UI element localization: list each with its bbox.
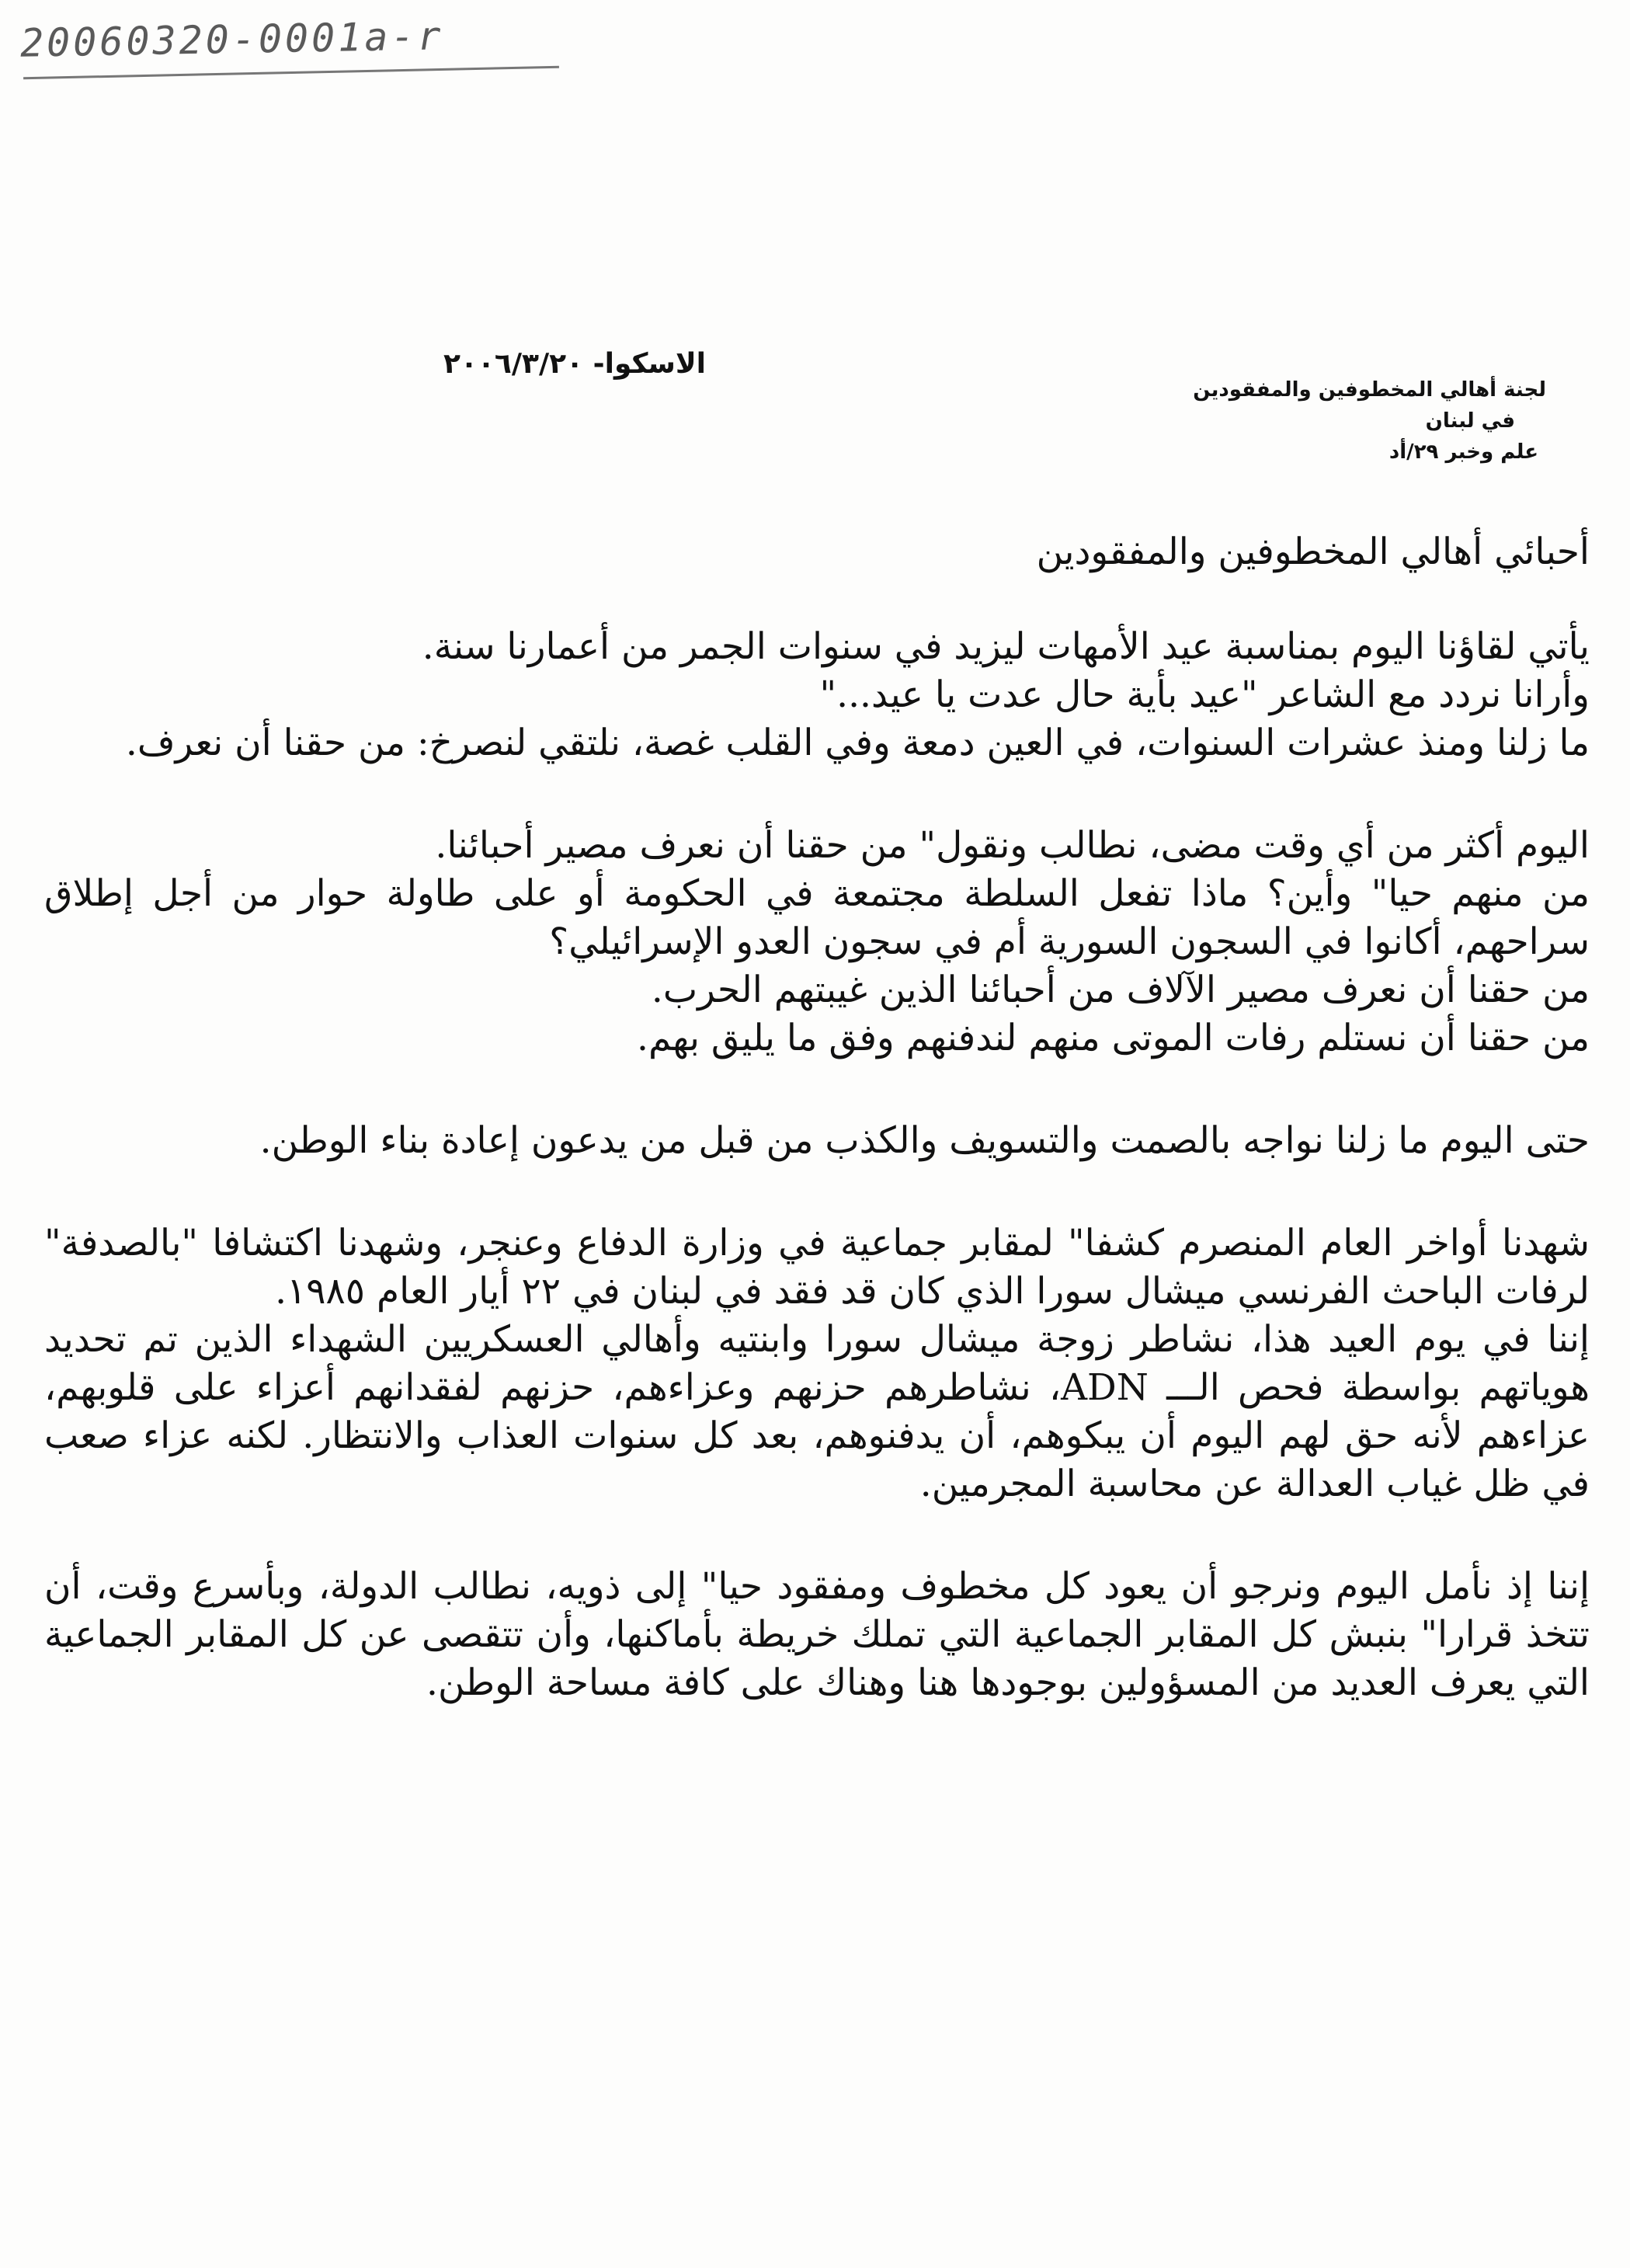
archive-id-handwritten: 20060320-0001a-r <box>19 13 445 66</box>
paragraph-2-sentence-1: اليوم أكثر من أي وقت مضى، نطالب ونقول" من حقنا أن نعرف مصير أحبائنا. <box>435 824 1590 867</box>
letter-body <box>44 528 1590 1707</box>
letter-greeting: أحبائي أهالي المخطوفين والمفقودين <box>1036 530 1590 573</box>
letterhead-org-name: لجنة أهالي المخطوفين والمفقودين <box>1193 378 1546 402</box>
dateline: الاسكوا- ٢٠٠٦/٣/٢٠ <box>443 348 706 380</box>
paragraph-2-sentence-2: من منهم حيا" وأين؟ ماذا تفعل السلطة مجتمعة في الحكومة أو على طاولة حوار من أجل إطلاق سراحهم، أكانوا في السجون السورية أم في سجون العدو الإسرائيلي؟ <box>44 872 1590 963</box>
paragraph-4-sentence-2: إننا في يوم العيد هذا، نشاطر زوجة ميشال سورا وابنتيه وأهالي العسكريين الشهداء الذين تم تحديد هوياتهم بواسطة فحص الـــ ADN، نشاطرهم حزنهم وعزاءهم، حزنهم لفقدانهم أعزاء على قلوبهم، عزاءهم لأنه حق لهم اليوم أن يبكوهم، أن يدفنوهم، بعد كل سنوات العذاب والانتظار. لكنه عزاء صعب في ظل غياب العدالة عن محاسبة المجرمين. <box>44 1318 1590 1505</box>
paragraph-1-sentence-3: ما زلنا ومنذ عشرات السنوات، في العين دمعة وفي القلب غصة، نلتقي لنصرخ: من حقنا أن نعرف. <box>125 722 1590 764</box>
letterhead <box>1111 374 1546 468</box>
paragraph-3-sentence-1: حتى اليوم ما زلنا نواجه بالصمت والتسويف والكذب من قبل من يدعون إعادة بناء الوطن. <box>259 1119 1590 1162</box>
paragraph-4-sentence-1: شهدنا أواخر العام المنصرم كشفا" لمقابر جماعية في وزارة الدفاع وعنجر، وشهدنا اكتشافا "بالصدفة" لرفات الباحث الفرنسي ميشال سورا الذي كان قد فقد في لبنان في ٢٢ أيار العام ١٩٨٥. <box>44 1222 1590 1313</box>
paragraph-3 <box>44 1117 1590 1165</box>
letterhead-location: في لبنان <box>1425 409 1515 433</box>
paragraph-2 <box>44 822 1590 1063</box>
paragraph-2-sentence-4: من حقنا أن نستلم رفات الموتى منهم لندفنهم وفق ما يليق بهم. <box>637 1017 1590 1059</box>
paragraph-1 <box>44 623 1590 767</box>
paragraph-1-sentence-1: يأتي لقاؤنا اليوم بمناسبة عيد الأمهات ليزيد في سنوات الجمر من أعمارنا سنة. <box>422 625 1590 668</box>
paragraph-1-sentence-2: وأرانا نردد مع الشاعر "عيد بأية حال عدت يا عيد..." <box>819 673 1590 716</box>
paragraph-2-sentence-3: من حقنا أن نعرف مصير الآلاف من أحبائنا الذين غيبتهم الحرب. <box>651 969 1590 1011</box>
paragraph-5 <box>44 1563 1590 1707</box>
letterhead-registration: علم وخبر ٢٩/أد <box>1388 440 1538 464</box>
paragraph-5-sentence-1: إننا إذ نأمل اليوم ونرجو أن يعود كل مخطوف ومفقود حيا" إلى ذويه، نطالب الدولة، وبأسرع وقت، أن تتخذ قرارا" بنبش كل المقابر الجماعية التي تملك خريطة بأماكنها، وأن تتقصى عن كل المقابر الجماعية التي يعرف العديد من المسؤولين بوجودها هنا وهناك على كافة مساحة الوطن. <box>44 1565 1590 1704</box>
archive-id-underline <box>23 66 559 79</box>
paragraph-4 <box>44 1219 1590 1508</box>
